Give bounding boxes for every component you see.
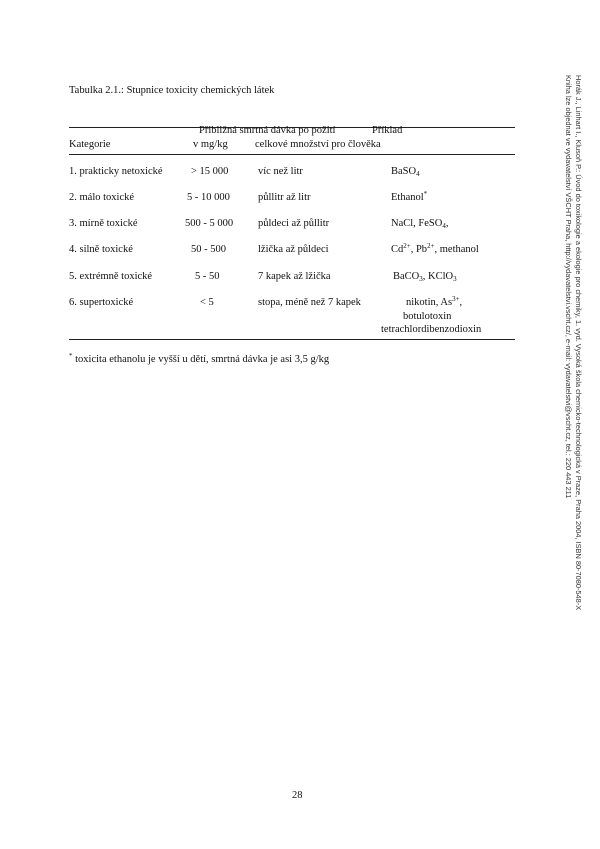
publication-sidebar — [563, 75, 583, 610]
table-header-rule — [69, 154, 515, 155]
table-row-1-kategorie: 1. prakticky netoxické — [69, 166, 163, 177]
page-number: 28 — [292, 790, 303, 801]
table-row-1-priklad: BaSO$_4$ — [391, 166, 420, 178]
footnote-text: toxicita ethanolu je vyšší u dětí, smrtná dávka je asi 3,5 g/kg — [72, 354, 330, 365]
header-mnozstvi: celkové množství pro člověka — [255, 139, 381, 150]
footnote — [69, 354, 329, 365]
header-kategorie: Kategorie — [69, 139, 111, 150]
table-row-1-mnozstvi: víc než litr — [258, 166, 303, 177]
header-davka-line1: Přibližná smrtná dávka po požití — [199, 125, 336, 136]
table-row-5-davka: 5 - 50 — [195, 271, 220, 282]
table-row-4-davka: 50 - 500 — [191, 244, 226, 255]
table-row-5-mnozstvi: 7 kapek až lžička — [258, 271, 331, 282]
table-row-5-priklad: BaCO$_3$, KClO$_3$ — [393, 271, 457, 283]
header-priklad: Příklad — [372, 125, 403, 136]
footnote-marker: * — [69, 352, 73, 360]
table-row-6-mnozstvi: stopa, méně než 7 kapek — [258, 297, 361, 308]
header-davka-unit: v mg/kg — [193, 139, 228, 150]
sidebar-order-info: Kniha lze objednat ve vydavatelství VŠCHT Praha, http://vydavatelstvi.vscht.cz/, e-mail: vydavatelstvi@vscht.cz, tel.: 220 443 211 — [564, 75, 573, 499]
table-bottom-rule — [69, 339, 515, 340]
table-row-2-priklad: Ethanol* — [391, 190, 428, 203]
table-row-4-priklad: $Cd^{2+}$, $Pb^{2+}$, methanol — [391, 242, 479, 255]
table-row-6-priklad: nikotin, $As^{3+}$, — [406, 295, 463, 308]
table-row-2-davka: 5 - 10 000 — [187, 192, 230, 203]
table-row-1-davka: > 15 000 — [191, 166, 229, 177]
table-row-3-davka: 500 - 5 000 — [185, 218, 234, 229]
table-row-6-priklad-line2: botulotoxin — [403, 311, 452, 322]
table-row-6-davka: < 5 — [200, 297, 214, 308]
table-row-3-kategorie: 3. mírně toxické — [69, 218, 138, 229]
table-row-2-mnozstvi: půllitr až litr — [258, 192, 311, 203]
table-row-6-priklad-line3: tetrachlordibenzodioxin — [381, 324, 482, 335]
sidebar-citation: Horák J., Linhart I., Klusoň P.: Úvod do toxikologie a ekologie pro chemiky, 1. vyd. Vysoká škola chemicko-technologická v Praze, Praha 2004, ISBN 80-7080-548-X — [574, 75, 583, 611]
table-caption: Tabulka 2.1.: Stupnice toxicity chemických látek — [69, 85, 275, 96]
table-row-4-mnozstvi: lžička až půldeci — [258, 244, 329, 255]
table-row-6-kategorie: 6. supertoxické — [69, 297, 134, 308]
table-row-4-kategorie: 4. silně toxické — [69, 244, 133, 255]
table-row-3-mnozstvi: půldeci až půllitr — [258, 218, 330, 229]
table-row-5-kategorie: 5. extrémně toxické — [69, 271, 153, 282]
table-row-2-kategorie: 2. málo toxické — [69, 192, 135, 203]
table-row-3-priklad: NaCl, FeSO$_4$, — [391, 218, 449, 230]
